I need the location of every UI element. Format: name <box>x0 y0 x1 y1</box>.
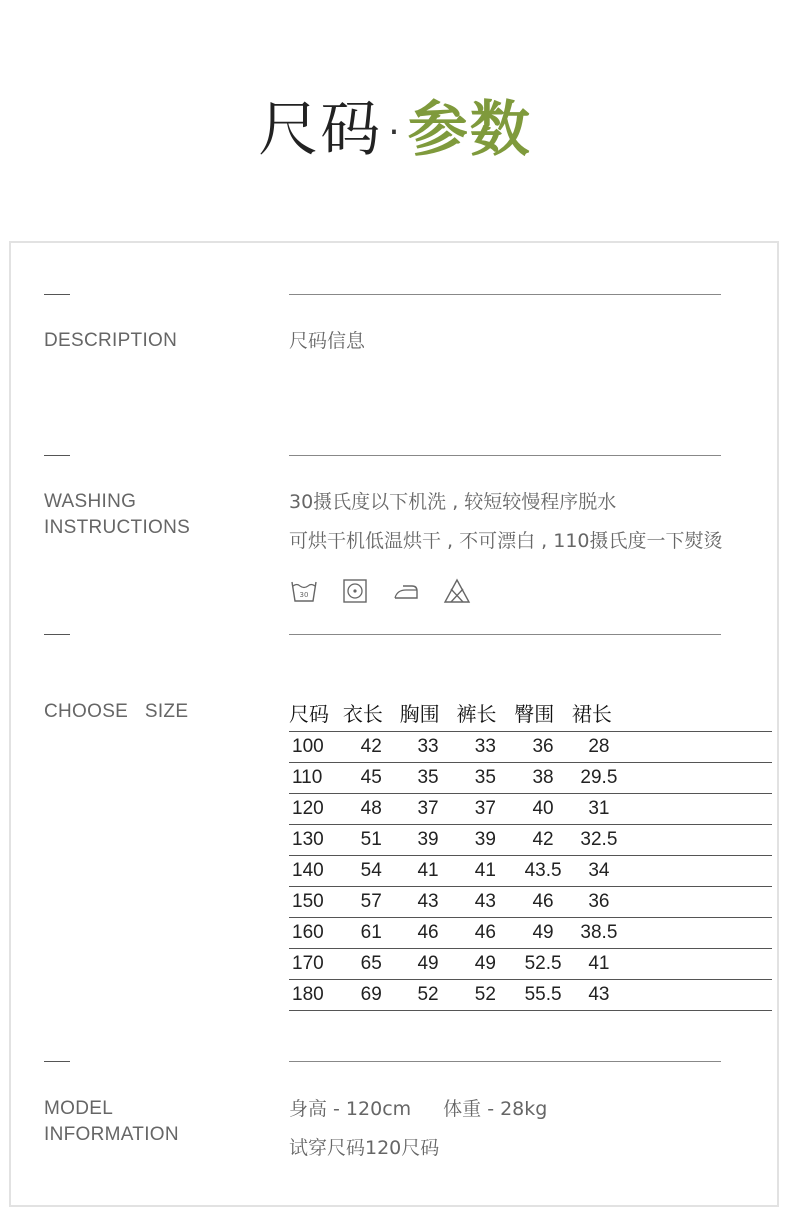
section-divider <box>289 1061 721 1062</box>
size-cell: 110 <box>289 763 343 794</box>
size-cell: 33 <box>456 732 514 763</box>
section-dash <box>44 294 70 295</box>
model-height: 身高 - 120cm <box>289 1098 412 1120</box>
size-header-cell: 裙长 <box>572 694 626 732</box>
table-row <box>289 980 772 1011</box>
model-try-size: 试穿尺码120尺码 <box>289 1137 440 1159</box>
size-cell: 49 <box>514 918 572 949</box>
size-cell: 54 <box>343 856 400 887</box>
size-row-filler <box>626 918 772 949</box>
size-cell: 38.5 <box>572 918 626 949</box>
description-label: DESCRIPTION <box>44 330 178 351</box>
size-cell: 43 <box>456 887 514 918</box>
size-cell: 40 <box>514 794 572 825</box>
title-accent: 参数 <box>407 95 532 165</box>
size-table <box>289 694 772 1011</box>
size-table-body <box>289 732 772 1011</box>
size-row-filler <box>626 887 772 918</box>
size-cell: 61 <box>343 918 400 949</box>
size-header-cell: 胸围 <box>400 694 457 732</box>
tumble-dry-icon <box>341 577 369 605</box>
size-cell: 170 <box>289 949 343 980</box>
model-label <box>44 1096 179 1148</box>
section-dash <box>44 455 70 456</box>
size-row-filler <box>626 732 772 763</box>
size-cell: 42 <box>343 732 400 763</box>
model-label-line1: MODEL <box>44 1098 114 1119</box>
size-label: CHOOSE SIZE <box>44 701 189 722</box>
model-label-line2: INFORMATION <box>44 1124 179 1145</box>
size-header-cell: 臀围 <box>514 694 572 732</box>
title-separator: · <box>388 112 402 154</box>
size-cell: 46 <box>514 887 572 918</box>
size-table-header <box>289 694 772 732</box>
section-divider <box>289 294 721 295</box>
size-cell: 28 <box>572 732 626 763</box>
size-cell: 49 <box>456 949 514 980</box>
washing-line1: 30摄氏度以下机洗 , 较短较慢程序脱水 <box>289 491 617 513</box>
size-cell: 37 <box>456 794 514 825</box>
size-cell: 52 <box>400 980 457 1011</box>
model-stats <box>289 1096 547 1122</box>
size-cell: 43 <box>400 887 457 918</box>
size-row-filler <box>626 980 772 1011</box>
section-divider <box>289 634 721 635</box>
size-cell: 37 <box>400 794 457 825</box>
size-cell: 57 <box>343 887 400 918</box>
size-cell: 55.5 <box>514 980 572 1011</box>
size-cell: 35 <box>456 763 514 794</box>
size-cell: 39 <box>400 825 457 856</box>
size-row-filler <box>626 763 772 794</box>
size-cell: 48 <box>343 794 400 825</box>
size-row-filler <box>626 949 772 980</box>
section-dash <box>44 634 70 635</box>
size-cell: 34 <box>572 856 626 887</box>
washing-label-line2: INSTRUCTIONS <box>44 517 191 538</box>
svg-text:30: 30 <box>299 591 309 599</box>
care-icons <box>290 577 471 605</box>
size-cell: 38 <box>514 763 572 794</box>
table-row <box>289 949 772 980</box>
size-cell: 32.5 <box>572 825 626 856</box>
size-row-filler <box>626 856 772 887</box>
model-weight: 体重 - 28kg <box>443 1098 548 1120</box>
size-header-cell: 裤长 <box>456 694 514 732</box>
size-row-filler <box>626 825 772 856</box>
size-cell: 52.5 <box>514 949 572 980</box>
size-cell: 46 <box>456 918 514 949</box>
size-header-cell: 尺码 <box>289 694 343 732</box>
size-cell: 51 <box>343 825 400 856</box>
size-cell: 45 <box>343 763 400 794</box>
size-cell: 130 <box>289 825 343 856</box>
size-cell: 35 <box>400 763 457 794</box>
size-cell: 41 <box>456 856 514 887</box>
size-cell: 29.5 <box>572 763 626 794</box>
table-row <box>289 887 772 918</box>
washing-line2: 可烘干机低温烘干 , 不可漂白 , 110摄氏度一下熨烫 <box>289 530 723 552</box>
size-cell: 43.5 <box>514 856 572 887</box>
table-row <box>289 856 772 887</box>
no-bleach-icon <box>443 577 471 605</box>
section-dash <box>44 1061 70 1062</box>
size-cell: 36 <box>572 887 626 918</box>
size-cell: 36 <box>514 732 572 763</box>
size-cell: 46 <box>400 918 457 949</box>
size-row-filler <box>626 794 772 825</box>
wash-30-icon <box>290 577 318 605</box>
size-cell: 180 <box>289 980 343 1011</box>
table-row <box>289 918 772 949</box>
table-row <box>289 763 772 794</box>
size-header-filler <box>626 694 772 732</box>
size-cell: 49 <box>400 949 457 980</box>
size-cell: 65 <box>343 949 400 980</box>
size-header-cell: 衣长 <box>343 694 400 732</box>
size-cell: 69 <box>343 980 400 1011</box>
size-cell: 52 <box>456 980 514 1011</box>
washing-label <box>44 489 190 541</box>
table-row <box>289 732 772 763</box>
iron-icon <box>392 577 420 605</box>
washing-label-line1: WASHING <box>44 491 137 512</box>
size-cell: 41 <box>572 949 626 980</box>
size-cell: 140 <box>289 856 343 887</box>
size-cell: 42 <box>514 825 572 856</box>
size-cell: 43 <box>572 980 626 1011</box>
size-cell: 33 <box>400 732 457 763</box>
description-value: 尺码信息 <box>289 330 366 352</box>
size-cell: 31 <box>572 794 626 825</box>
size-cell: 150 <box>289 887 343 918</box>
section-divider <box>289 455 721 456</box>
page-title <box>0 90 790 173</box>
title-main: 尺码 <box>258 95 383 165</box>
size-cell: 100 <box>289 732 343 763</box>
table-row <box>289 825 772 856</box>
size-cell: 39 <box>456 825 514 856</box>
table-row <box>289 794 772 825</box>
size-cell: 120 <box>289 794 343 825</box>
size-cell: 41 <box>400 856 457 887</box>
size-cell: 160 <box>289 918 343 949</box>
